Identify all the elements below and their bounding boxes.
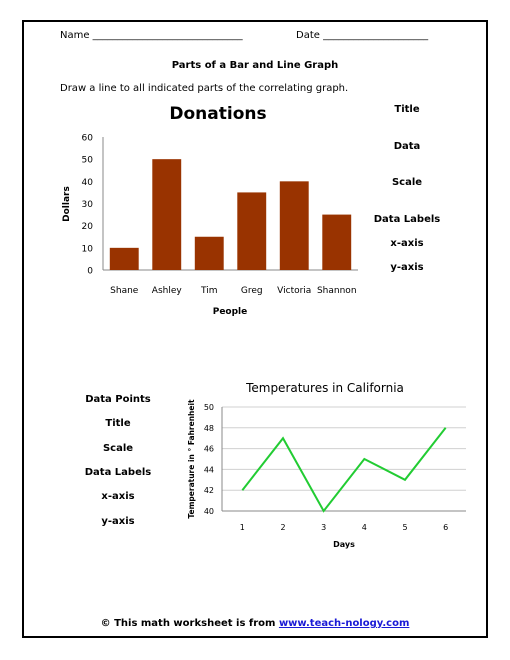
term-right-data-labels: Data Labels xyxy=(373,214,441,225)
line-y-tick-label: 44 xyxy=(203,465,214,475)
bar-y-tick-label: 20 xyxy=(81,222,93,233)
line-chart-title: Temperatures in California xyxy=(246,381,404,395)
line-y-axis-label: Temperature in ° Fahrenheit xyxy=(187,399,196,519)
bar-x-tick-label: Shannon xyxy=(316,286,357,296)
bar-x-tick-label: Victoria xyxy=(277,286,312,296)
bar-x-tick-label: Ashley xyxy=(151,286,182,296)
bar-y-tick-label: 30 xyxy=(81,200,93,210)
line-x-tick-label: 6 xyxy=(443,523,449,532)
footer-link[interactable]: www.teach-nology.com xyxy=(278,618,410,629)
term-left-data-labels: Data Labels xyxy=(84,467,152,478)
bar-shannon xyxy=(322,215,351,270)
line-x-tick-label: 2 xyxy=(280,523,286,532)
bar-victoria xyxy=(280,181,309,270)
bar-y-tick-label: 10 xyxy=(81,244,93,255)
footer-prefix: © This math worksheet is from xyxy=(100,618,279,629)
footer-credit xyxy=(0,618,510,629)
line-y-tick-label: 50 xyxy=(203,403,214,412)
term-right-x-axis: x-axis xyxy=(390,238,424,249)
bar-x-tick-label: Tim xyxy=(201,286,218,296)
bar-shane xyxy=(110,248,139,270)
term-right-data: Data xyxy=(393,141,421,152)
term-left-title: Title xyxy=(105,418,131,429)
bar-chart-title: Donations xyxy=(169,104,267,124)
line-y-tick-label: 48 xyxy=(203,423,214,433)
term-left-scale: Scale xyxy=(102,443,134,454)
bar-greg xyxy=(237,192,266,270)
term-left-data-points: Data Points xyxy=(85,394,151,405)
term-right-y-axis: y-axis xyxy=(390,262,424,273)
date-field-label: Date _____________________ xyxy=(296,30,429,41)
line-x-axis-label: Days xyxy=(333,540,355,549)
term-right-title: Title xyxy=(394,104,420,115)
bar-x-tick-label: Greg xyxy=(240,286,263,296)
line-y-tick-label: 42 xyxy=(203,486,214,496)
line-y-tick-label: 46 xyxy=(203,444,214,454)
line-x-tick-label: 1 xyxy=(239,523,245,532)
line-x-tick-label: 5 xyxy=(402,523,408,532)
bar-y-tick-label: 0 xyxy=(87,266,93,277)
line-x-tick-label: 4 xyxy=(361,523,367,532)
term-right-scale: Scale xyxy=(391,177,423,188)
term-left-x-axis: x-axis xyxy=(101,491,135,502)
bar-ashley xyxy=(152,159,181,270)
term-left-y-axis: y-axis xyxy=(101,516,135,527)
bar-y-tick-label: 40 xyxy=(81,177,93,188)
bar-y-tick-label: 50 xyxy=(81,155,93,166)
line-y-tick-label: 40 xyxy=(203,507,214,516)
worksheet-title: Parts of a Bar and Line Graph xyxy=(171,60,339,71)
bar-x-tick-label: Shane xyxy=(110,286,139,296)
worksheet-instructions: Draw a line to all indicated parts of the correlating graph. xyxy=(60,83,349,94)
bar-y-tick-label: 60 xyxy=(81,133,93,144)
name-field-label: Name ______________________________ xyxy=(60,30,243,41)
bar-tim xyxy=(195,237,224,270)
bar-x-axis-label: People xyxy=(212,307,248,317)
line-x-tick-label: 3 xyxy=(321,523,327,532)
bar-y-axis-label: Dollars xyxy=(62,186,72,222)
